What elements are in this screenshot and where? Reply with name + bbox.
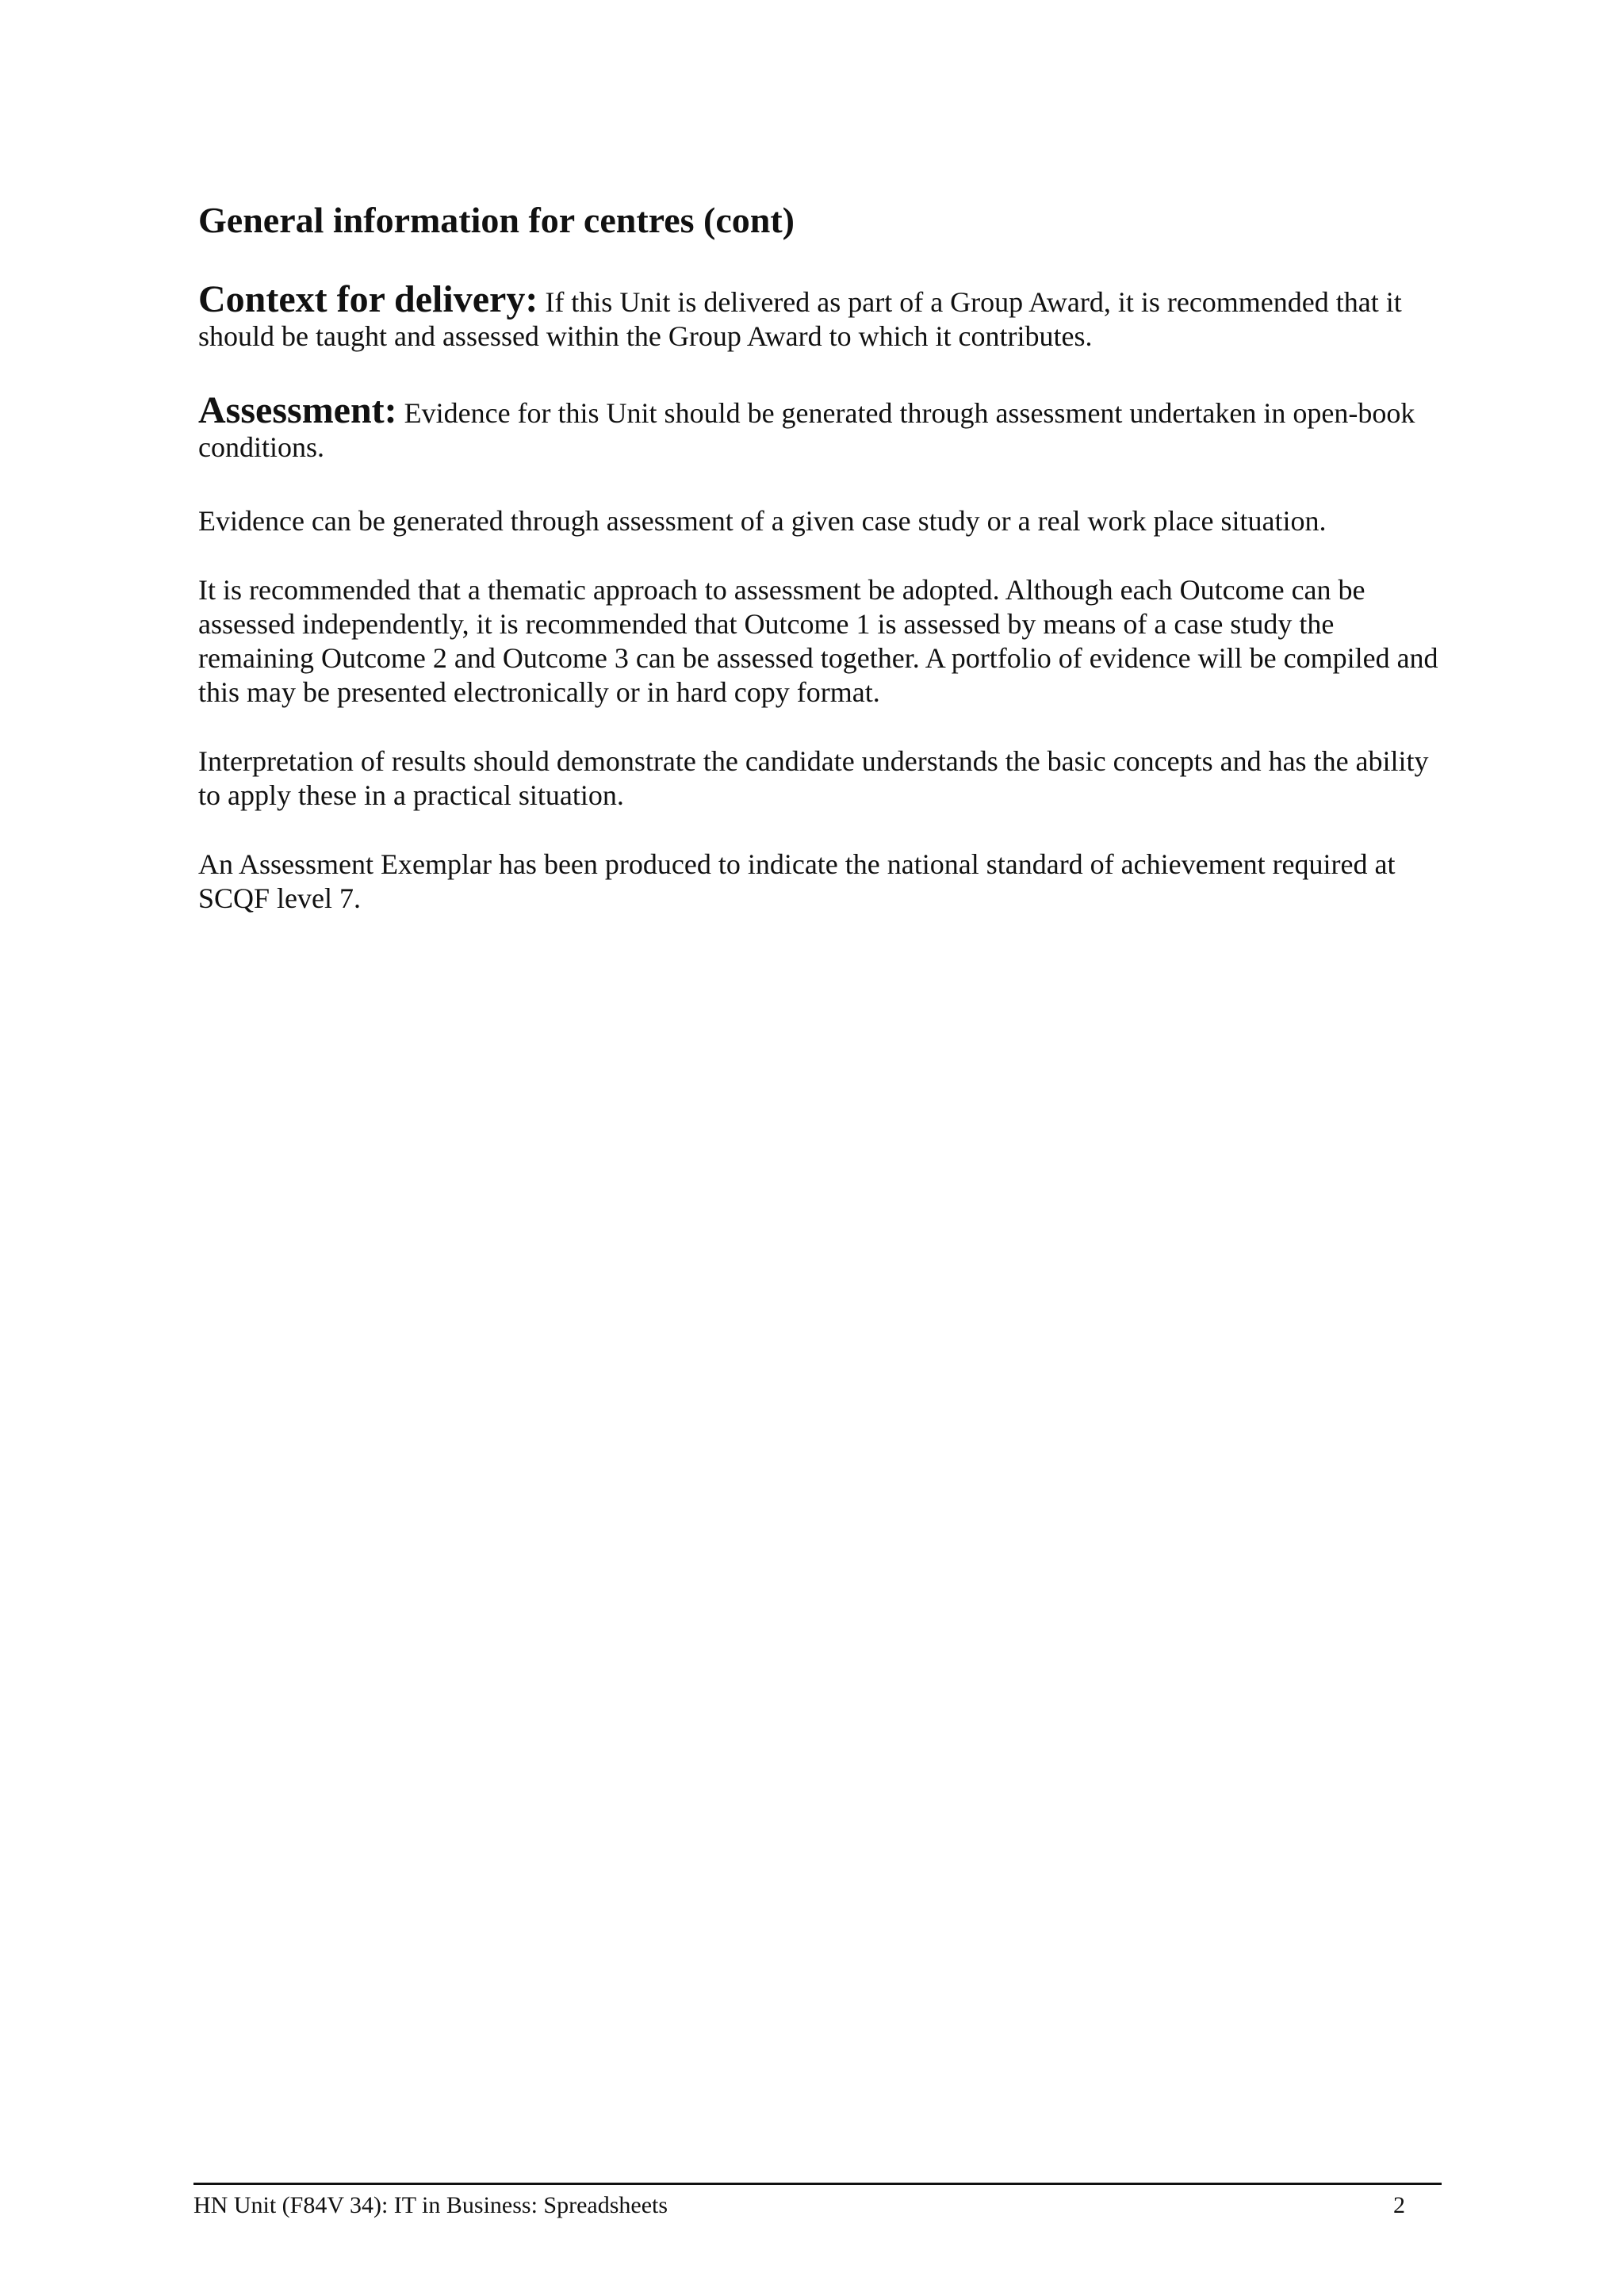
footer-unit-title: HN Unit (F84V 34): IT in Business: Spreadsheets	[193, 2192, 668, 2218]
page-content	[198, 198, 1443, 951]
footer-page-number: 2	[1393, 2192, 1405, 2218]
page-footer	[193, 2183, 1442, 2220]
context-for-delivery-text: If this Unit is delivered as part of a Group Award, it is recommended that it should be taught and assessed within the Group Award to which it contributes.	[198, 286, 1402, 352]
section-heading: General information for centres (cont)	[198, 200, 795, 240]
assessment-paragraph	[198, 389, 1443, 465]
thematic-approach-paragraph: It is recommended that a thematic approach to assessment be adopted. Although each Outcome can be assessed independently, it is recommended that Outcome 1 is assessed by means of a case study the remaining Outcome 2 and Outcome 3 can be assessed together. A portfolio of evidence will be compiled and this may be presented electronically or in hard copy format.	[198, 574, 1438, 708]
context-for-delivery-label: Context for delivery:	[198, 278, 538, 320]
exemplar-paragraph: An Assessment Exemplar has been produced to indicate the national standard of achievement required at SCQF level 7.	[198, 848, 1396, 914]
assessment-text: Evidence for this Unit should be generated through assessment undertaken in open-book conditions.	[198, 397, 1415, 463]
interpretation-paragraph: Interpretation of results should demonstrate the candidate understands the basic concepts and has the ability to apply these in a practical situation.	[198, 745, 1429, 811]
assessment-label: Assessment:	[198, 389, 397, 431]
evidence-paragraph: Evidence can be generated through assessment of a given case study or a real work place situation.	[198, 505, 1327, 537]
context-for-delivery-paragraph	[198, 278, 1443, 354]
